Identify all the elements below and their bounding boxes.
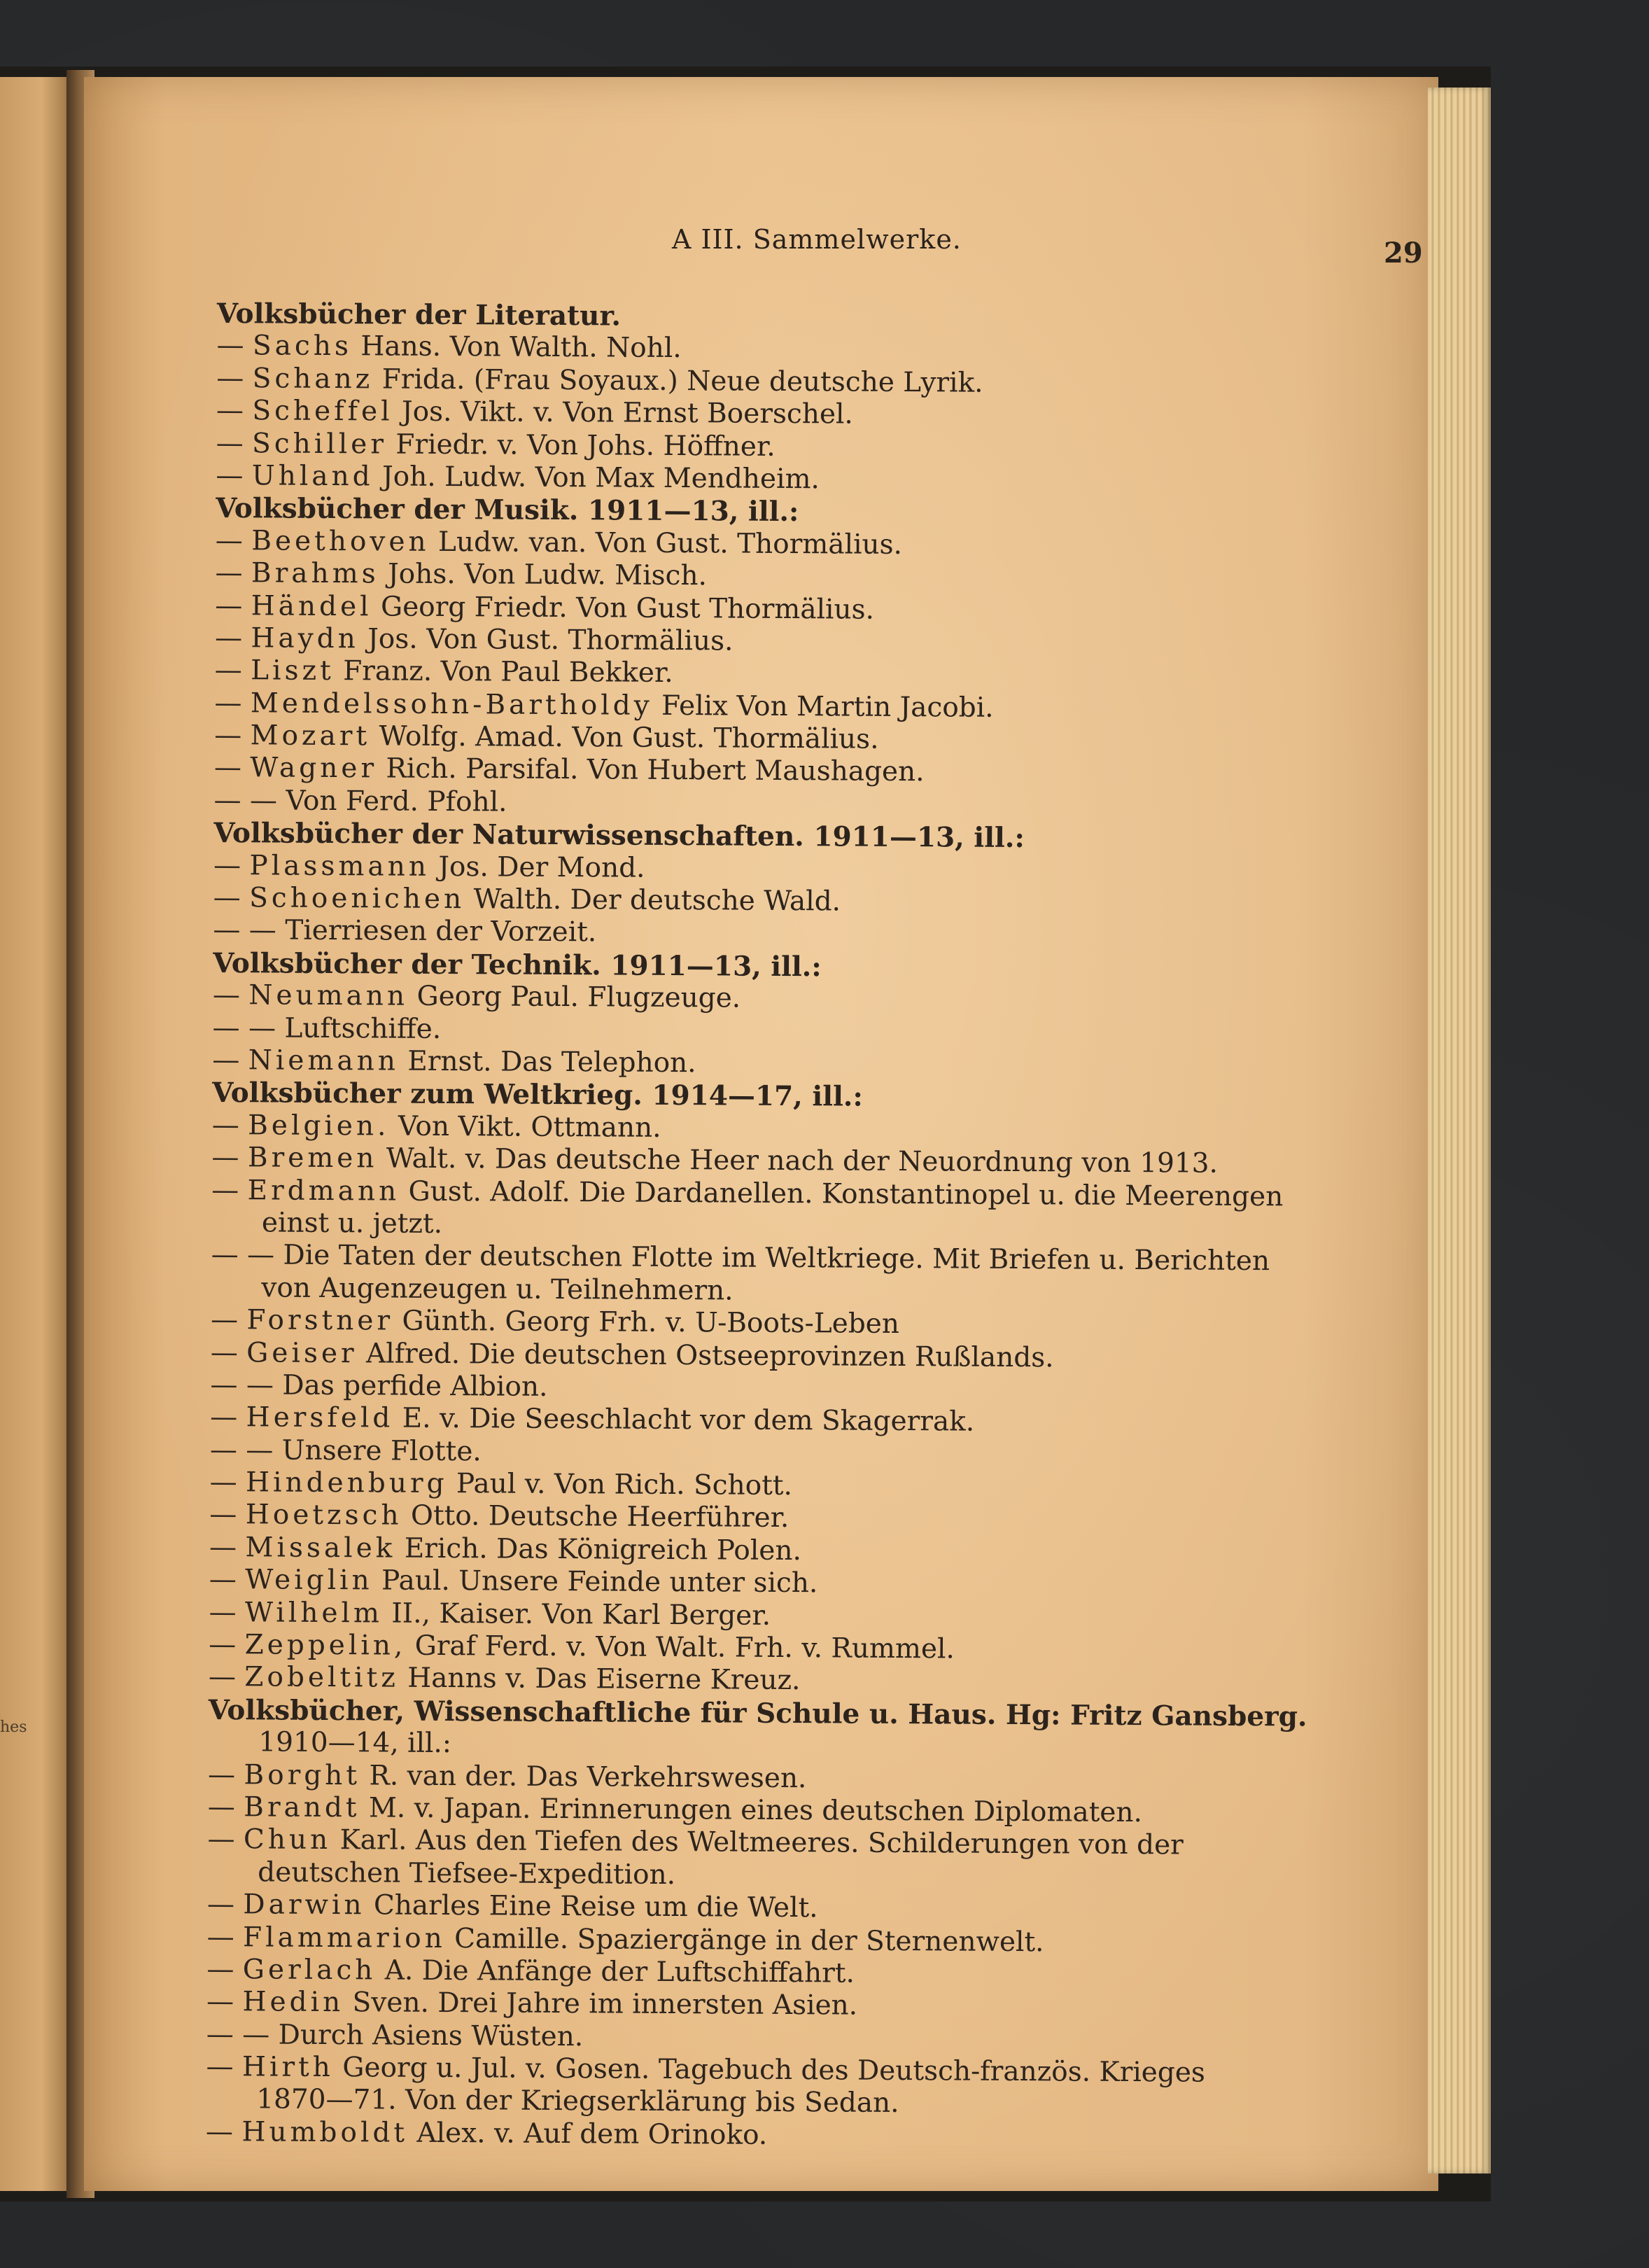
entry-details: Rich. Parsifal. Von Hubert Maushagen. bbox=[386, 752, 925, 788]
entry-details: Hans. Von Walth. Nohl. bbox=[360, 330, 682, 365]
entry-dash: — bbox=[210, 1304, 239, 1336]
series-heading: Volksbücher zum Weltkrieg. 1914—17, ill.: bbox=[211, 1077, 863, 1114]
entry-continuation: einst u. jetzt. bbox=[261, 1207, 443, 1240]
entry-dash: — bbox=[213, 849, 241, 881]
entry-dash: — bbox=[209, 1596, 237, 1628]
entry-details: Wolfg. Amad. Von Gust. Thormälius. bbox=[379, 720, 879, 755]
entry-author: Gerlach bbox=[242, 1954, 377, 1987]
entry-dash: — bbox=[213, 752, 242, 784]
entry-author: Hedin bbox=[242, 1986, 344, 2019]
entry-details: Paul. Unsere Feinde unter sich. bbox=[381, 1564, 818, 1600]
entry-dash: — bbox=[216, 459, 244, 492]
page-stack-edges bbox=[1428, 88, 1491, 2174]
entry-details: Georg Paul. Flugzeuge. bbox=[416, 980, 741, 1014]
entry-dash: — bbox=[206, 1986, 234, 2018]
entry-dash: — bbox=[210, 1401, 238, 1434]
entry-details: E. v. Die Seeschlacht vor dem Skagerrak. bbox=[402, 1402, 975, 1438]
entry-dash: — bbox=[206, 2051, 234, 2083]
entry-ditto-line: — — Tierriesen der Vorzeit. bbox=[213, 914, 597, 948]
entry-author: Mendelssohn-Bartholdy bbox=[250, 687, 653, 722]
entry-dash: — bbox=[208, 1661, 237, 1693]
entry-continuation: 1910—14, ill.: bbox=[258, 1726, 452, 1760]
entry-dash: — bbox=[214, 622, 243, 654]
entry-details: Camille. Spaziergänge in der Sternenwelt. bbox=[454, 1922, 1044, 1958]
entry-details: Von Vikt. Ottmann. bbox=[398, 1110, 661, 1144]
entry-details: Georg u. Jul. v. Gosen. Tagebuch des Deutsch-französ. Krieges bbox=[342, 2052, 1206, 2089]
entry-continuation: von Augenzeugen u. Teilnehmern. bbox=[261, 1272, 734, 1307]
entry-details: Gust. Adolf. Die Dardanellen. Konstantinopel u. die Meerengen bbox=[408, 1175, 1284, 1212]
entry-details: Paul v. Von Rich. Schott. bbox=[456, 1468, 793, 1502]
entry-details: Ernst. Das Telephon. bbox=[407, 1045, 696, 1079]
entry-author: Neumann bbox=[248, 979, 409, 1012]
entry-dash: — bbox=[216, 427, 244, 459]
entry-details: Joh. Ludw. Von Max Mendheim. bbox=[381, 461, 820, 496]
entry-details: Alfred. Die deutschen Ostseeprovinzen Rußlands. bbox=[365, 1337, 1054, 1373]
entry-dash: — bbox=[216, 330, 244, 362]
entry-ditto-line: — — Unsere Flotte. bbox=[209, 1434, 482, 1468]
entry-details: Charles Eine Reise um die Welt. bbox=[373, 1889, 818, 1924]
entry-dash: — bbox=[211, 1174, 239, 1206]
entry-author: Brandt bbox=[244, 1791, 360, 1824]
previous-page-edge bbox=[0, 77, 76, 2191]
series-heading: Volksbücher der Literatur. bbox=[216, 298, 622, 332]
previous-page-fragment: hes bbox=[0, 1718, 27, 1736]
entry-author: Hersfeld bbox=[246, 1401, 394, 1434]
entry-author: Darwin bbox=[243, 1889, 365, 1921]
entry-author: Borght bbox=[244, 1758, 361, 1791]
entry-author: Niemann bbox=[248, 1044, 400, 1077]
entry-author: Scheffel bbox=[252, 395, 393, 428]
entry-dash: — bbox=[212, 979, 241, 1011]
series-heading: Volksbücher, Wissenschaftliche für Schule u. Haus. Hg: Fritz Gansberg. bbox=[208, 1693, 1307, 1733]
entry-details: Erich. Das Königreich Polen. bbox=[404, 1532, 802, 1567]
entry-author: Hirth bbox=[241, 2051, 335, 2084]
entry-author: Hoetzsch bbox=[245, 1499, 402, 1532]
entry-author: Chun bbox=[243, 1823, 332, 1856]
entry-dash: — bbox=[214, 687, 242, 719]
entry-continuation: deutschen Tiefsee-Expedition. bbox=[258, 1856, 676, 1891]
entry-details: Jos. Der Mond. bbox=[438, 850, 645, 884]
entry-dash: — bbox=[209, 1628, 237, 1661]
entry-details: Johs. Von Ludw. Misch. bbox=[387, 558, 708, 592]
entry-dash: — bbox=[215, 589, 243, 622]
entry-dash: — bbox=[209, 1564, 237, 1596]
entry-details: A. Die Anfänge der Luftschiffahrt. bbox=[384, 1954, 855, 1989]
entry-author: Wagner bbox=[250, 752, 378, 785]
entry-author: Missalek bbox=[245, 1532, 396, 1564]
entry-dash: — bbox=[206, 1889, 235, 1921]
entry-details: Ludw. van. Von Gust. Thormälius. bbox=[437, 526, 903, 561]
entry-dash: — bbox=[209, 1499, 237, 1531]
entry-author: Hindenburg bbox=[245, 1466, 448, 1500]
entry-details: Friedr. v. Von Johs. Höffner. bbox=[395, 428, 776, 463]
entry-details: Jos. Vikt. v. Von Ernst Boerschel. bbox=[401, 396, 853, 430]
entry-details: Frida. (Frau Soyaux.) Neue deutsche Lyrik. bbox=[381, 363, 983, 399]
entry-ditto-line: — — Die Taten der deutschen Flotte im Weltkriege. Mit Briefen u. Berichten bbox=[211, 1239, 1270, 1278]
running-header bbox=[84, 224, 1438, 270]
entry-author: Sachs bbox=[252, 330, 353, 363]
entry-details: Karl. Aus den Tiefen des Weltmeeres. Schilderungen von der bbox=[339, 1824, 1184, 1861]
entry-dash: — bbox=[211, 1142, 239, 1174]
entry-dash: — bbox=[215, 557, 243, 589]
entry-dash: — bbox=[210, 1336, 238, 1368]
entry-dash: — bbox=[216, 362, 244, 395]
entry-dash: — bbox=[215, 524, 244, 556]
entry-details: M. v. Japan. Erinnerungen eines deutschen Diplomaten. bbox=[368, 1792, 1143, 1829]
entry-author: Händel bbox=[251, 589, 372, 622]
page-number: 29 bbox=[1384, 237, 1423, 270]
entry-dash: — bbox=[212, 1044, 240, 1077]
entry-continuation: 1870—71. Von der Kriegserklärung bis Sedan. bbox=[256, 2083, 899, 2120]
entry-dash: — bbox=[207, 1791, 235, 1823]
book-page bbox=[84, 77, 1438, 2191]
series-heading: Volksbücher der Naturwissenschaften. 1911—13, ill.: bbox=[213, 817, 1025, 855]
entry-dash: — bbox=[209, 1466, 237, 1499]
entry-details: Otto. Deutsche Heerführer. bbox=[410, 1500, 790, 1534]
entry-details: Felix Von Martin Jacobi. bbox=[661, 690, 994, 724]
entry-dash: — bbox=[207, 1758, 236, 1791]
entry-author: Erdmann bbox=[247, 1174, 400, 1208]
entry-ditto-line: — — Von Ferd. Pfohl. bbox=[213, 784, 507, 818]
entry-author: Flammarion bbox=[242, 1921, 446, 1954]
entry-author: Beethoven bbox=[251, 525, 430, 558]
entry-dash: — bbox=[206, 1953, 234, 1986]
entry-author: Wilhelm bbox=[244, 1596, 384, 1630]
entry-line bbox=[206, 2116, 1431, 2156]
entry-author: Haydn bbox=[251, 622, 359, 655]
entry-dash: — bbox=[211, 1109, 239, 1141]
entry-details: Franz. Von Paul Bekker. bbox=[343, 655, 673, 690]
entry-dash: — bbox=[213, 882, 241, 914]
entry-details: Sven. Drei Jahre im innersten Asien. bbox=[352, 1987, 858, 2022]
entry-author: Brahms bbox=[251, 557, 379, 590]
entry-details: Walth. Der deutsche Wald. bbox=[473, 883, 841, 918]
entry-author: Belgien. bbox=[248, 1110, 390, 1142]
entry-author: Mozart bbox=[250, 720, 371, 752]
entry-details: Jos. Von Gust. Thormälius. bbox=[367, 623, 734, 657]
entry-dash: — bbox=[214, 720, 242, 752]
entry-author: Schoenichen bbox=[249, 882, 465, 916]
entry-dash: — bbox=[205, 2115, 234, 2148]
series-heading: Volksbücher der Technik. 1911—13, ill.: bbox=[213, 946, 822, 983]
entry-ditto-line: — — Luftschiffe. bbox=[212, 1011, 442, 1045]
entry-author: Zeppelin, bbox=[244, 1629, 407, 1662]
entry-dash: — bbox=[206, 1921, 234, 1953]
entry-details: II., Kaiser. Von Karl Berger. bbox=[391, 1597, 771, 1632]
entry-dash: — bbox=[216, 395, 244, 427]
entry-ditto-line: — — Durch Asiens Wüsten. bbox=[206, 2018, 584, 2052]
entry-details: Georg Friedr. Von Gust Thormälius. bbox=[380, 590, 875, 626]
entry-dash: — bbox=[214, 654, 242, 687]
entry-author: Plassmann bbox=[249, 849, 430, 883]
entry-author: Bremen bbox=[247, 1142, 378, 1175]
entry-author: Liszt bbox=[251, 654, 335, 687]
section-title: A III. Sammelwerke. bbox=[672, 224, 962, 255]
entry-details: R. van der. Das Verkehrswesen. bbox=[369, 1759, 807, 1794]
entry-details: Graf Ferd. v. Von Walt. Frh. v. Rummel. bbox=[414, 1630, 955, 1665]
entry-details: Günth. Georg Frh. v. U-Boots-Leben bbox=[402, 1305, 900, 1340]
entry-author: Geiser bbox=[246, 1336, 358, 1369]
entry-author: Zobeltitz bbox=[244, 1661, 399, 1695]
entry-author: Forstner bbox=[246, 1304, 394, 1337]
entry-author: Schiller bbox=[251, 427, 388, 461]
entry-dash: — bbox=[209, 1531, 237, 1564]
entry-author: Humboldt bbox=[241, 2116, 409, 2149]
entry-ditto-line: — — Das perfide Albion. bbox=[210, 1368, 548, 1403]
entry-dash: — bbox=[207, 1823, 235, 1856]
series-heading: Volksbücher der Musik. 1911—13, ill.: bbox=[216, 492, 799, 528]
entry-details: Walt. v. Das deutsche Heer nach der Neuordnung von 1913. bbox=[386, 1142, 1219, 1180]
bibliography-list bbox=[206, 298, 1442, 2156]
entry-author: Schanz bbox=[252, 363, 374, 396]
entry-details: Alex. v. Auf dem Orinoko. bbox=[416, 2117, 768, 2151]
entry-author: Uhland bbox=[251, 460, 374, 493]
entry-details: Hanns v. Das Eiserne Kreuz. bbox=[407, 1662, 801, 1697]
entry-author: Weiglin bbox=[245, 1564, 373, 1597]
